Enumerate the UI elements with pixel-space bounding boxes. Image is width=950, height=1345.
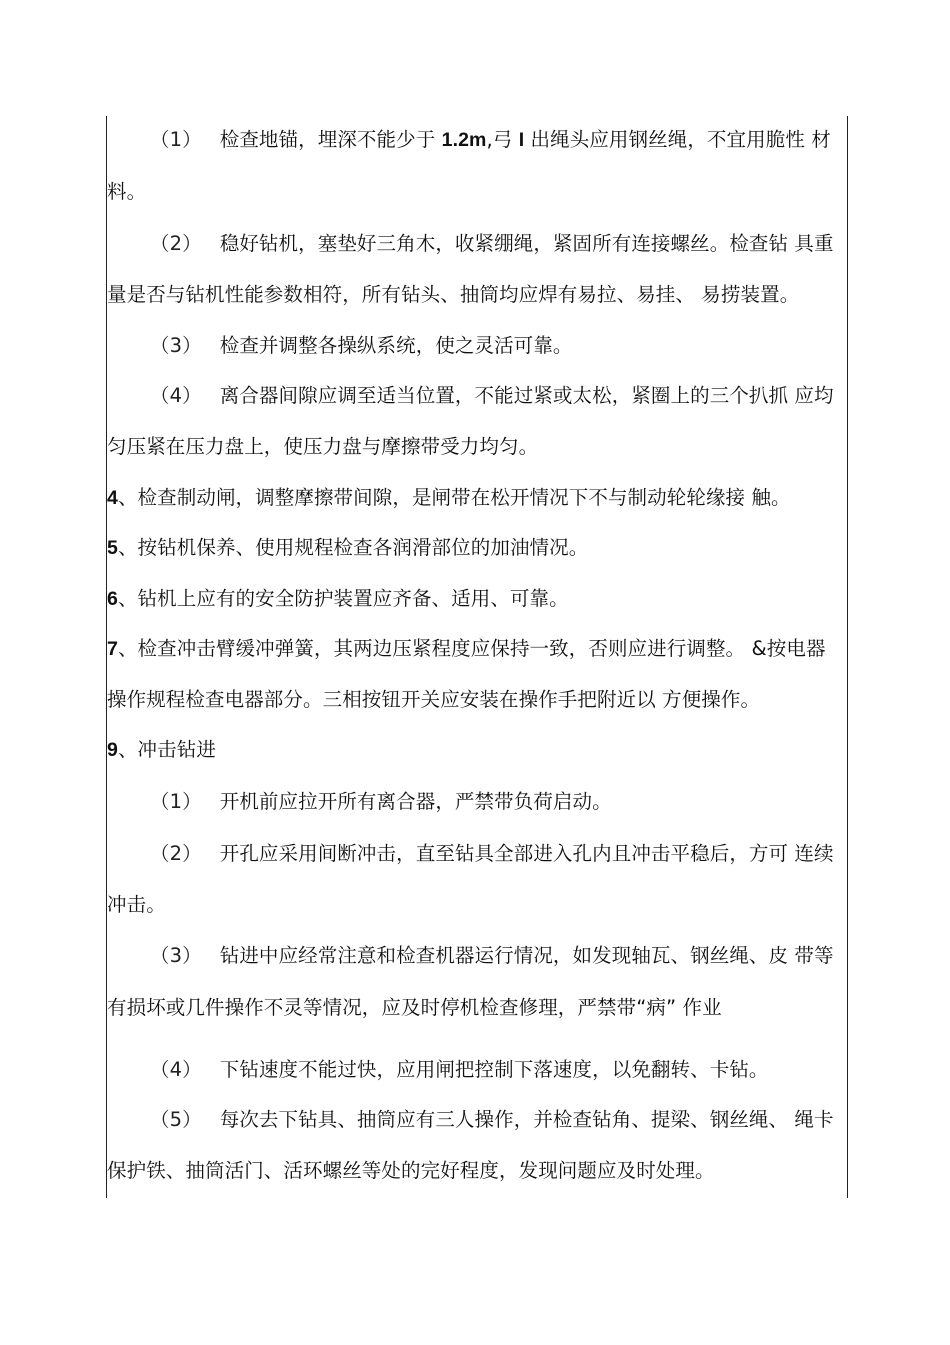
section-6: 6、钻机上应有的安全防护装置应齐备、适用、可靠。 (107, 587, 569, 610)
section-7-cont: 操作规程检查电器部分。三相按钮开关应安装在操作手把附近以 方便操作。 (107, 688, 761, 711)
paragraph-item-3: （3） 检查并调整各操纵系统，使之灵活可靠。 (150, 334, 573, 357)
paragraph-item-2: （2） 稳好钻机，塞垫好三角木，收紧绷绳，紧固所有连接螺丝。检查钻 具重 (150, 232, 834, 255)
paragraph-item-4-cont: 匀压紧在压力盘上，使压力盘与摩擦带受力均匀。 (107, 435, 539, 458)
section-7: 7、检查冲击臂缓冲弹簧，其两边压紧程度应保持一致，否则应进行调整。 &按电器 (107, 637, 826, 660)
drilling-item-5: （5） 每次去下钻具、抽筒应有三人操作，并检查钻角、提梁、钢丝绳、 绳卡 (150, 1108, 834, 1131)
drilling-item-4: （4） 下钻速度不能过快，应用闸把控制下落速度，以免翻转、卡钻。 (150, 1058, 769, 1081)
section-5: 5、按钻机保养、使用规程检查各润滑部位的加油情况。 (107, 536, 589, 559)
paragraph-item-4: （4） 离合器间隙应调至适当位置，不能过紧或太松，紧圈上的三个扒抓 应均 (150, 384, 834, 407)
paragraph-item-2-cont: 量是否与钻机性能参数相符，所有钻头、抽筒均应焊有易拉、易挂、 易捞装置。 (107, 283, 800, 306)
section-4: 4、检查制动闸，调整摩擦带间隙，是闸带在松开情况下不与制动轮轮缘接 触。 (107, 486, 791, 509)
drilling-item-3: （3） 钻进中应经常注意和检查机器运行情况，如发现轴瓦、钢丝绳、皮 带等 (150, 944, 834, 967)
paragraph-item-1: （1） 检查地锚，埋深不能少于 1.2m,弓 I 出绳头应用钢丝绳，不宜用脆性 材 (150, 128, 831, 151)
paragraph-item-1-cont: 料。 (107, 180, 147, 203)
drilling-item-2-cont: 冲击。 (107, 893, 166, 916)
drilling-item-1: （1） 开机前应拉开所有离合器，严禁带负荷启动。 (150, 790, 612, 813)
drilling-item-3-cont: 有损坏或几件操作不灵等情况，应及时停机检查修理，严禁带“病” 作业 (107, 996, 722, 1019)
drilling-item-5-cont: 保护铁、抽筒活门、活环螺丝等处的完好程度，发现问题应及时处理。 (107, 1159, 715, 1182)
item-marker: （1） (150, 128, 202, 151)
drilling-item-2: （2） 开孔应采用间断冲击，直至钻具全部进入孔内且冲击平稳后，方可 连续 (150, 842, 834, 865)
section-9-heading: 9、冲击钻进 (107, 738, 216, 761)
